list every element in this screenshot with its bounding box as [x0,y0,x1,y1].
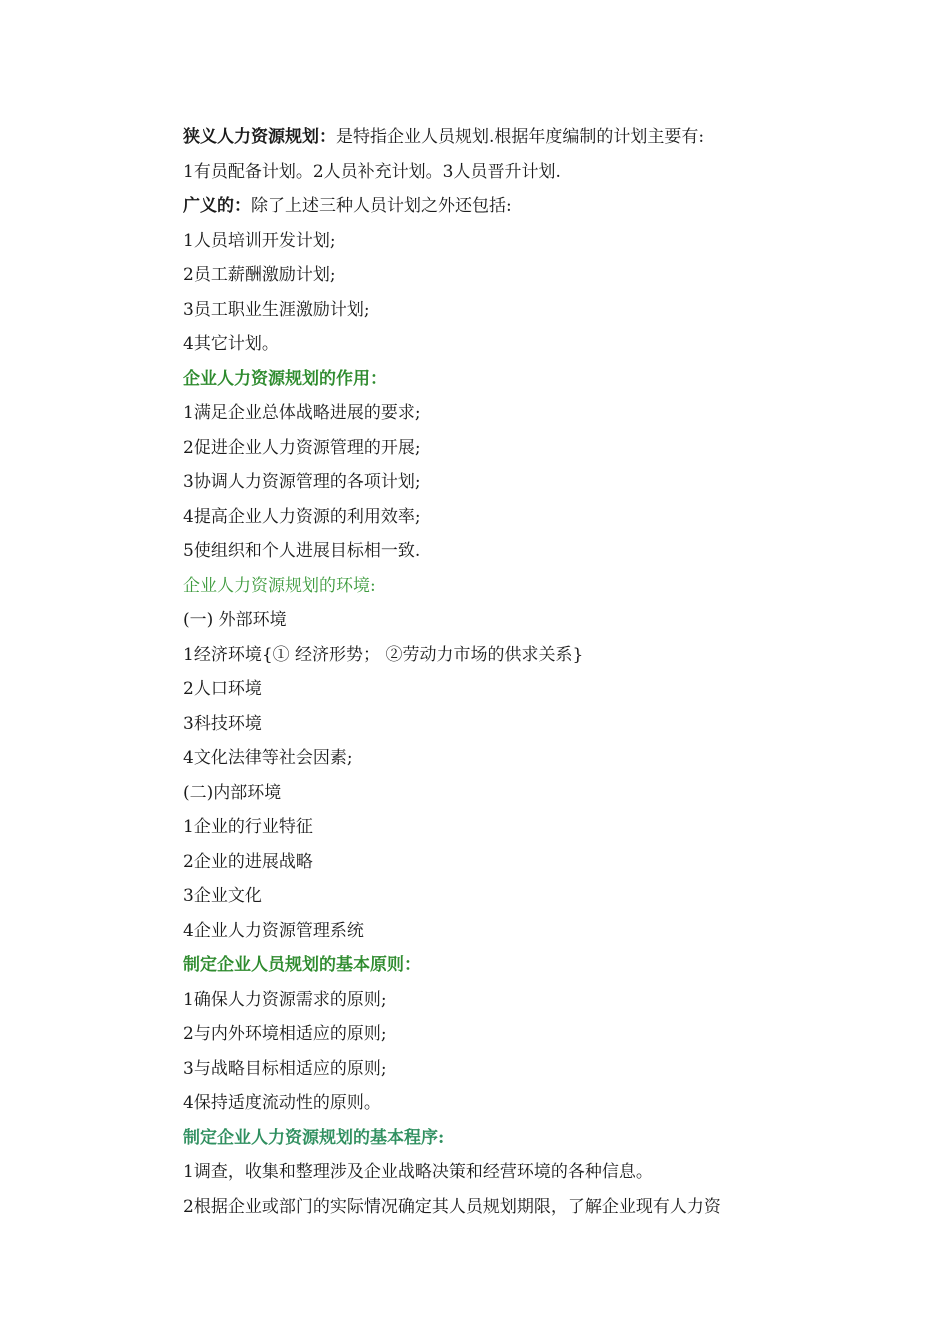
list-item: 2根据企业或部门的实际情况确定其人员规划期限，了解企业现有人力资 [183,1196,721,1217]
list-item: 5使组织和个人进展目标相一致. [183,541,421,561]
list-item: 1经济环境{① 经济形势； ②劳动力市场的供求关系} [183,644,584,665]
list-item: 4提高企业人力资源的利用效率; [183,506,421,527]
list-item: 2人口环境 [183,679,262,699]
section-heading-principles: 制定企业人员规划的基本原则： [183,955,421,975]
broad-definition-text: 除了上述三种人员计划之外还包括: [251,196,512,216]
list-item: 3协调人力资源管理的各项计划; [183,472,421,492]
section-heading-role: 企业人力资源规划的作用： [183,368,387,389]
subsection-heading-internal: (二)内部环境 [183,782,282,803]
list-item: 1人员培训开发计划; [183,230,336,251]
list-item: 4文化法律等社会因素; [183,748,353,768]
list-item: 4其它计划。 [183,334,279,354]
list-item: 1调查，收集和整理涉及企业战略决策和经营环境的各种信息。 [183,1162,653,1182]
list-item: 3企业文化 [183,886,262,906]
broad-definition-line [183,189,823,224]
section-heading-procedure: 制定企业人力资源规划的基本程序: [183,1127,445,1148]
list-item: 3与战略目标相适应的原则; [183,1058,387,1079]
list-item: 1满足企业总体战略进展的要求; [183,403,421,423]
list-item: 2企业的进展战略 [183,851,313,872]
list-item: 2员工薪酬激励计划; [183,265,336,285]
broad-definition-term: 广义的： [183,196,251,216]
narrow-plans-line: 1有员配备计划。2人员补充计划。3人员晋升计划. [183,161,561,182]
list-item: 2与内外环境相适应的原则; [183,1024,387,1044]
document-body [183,120,823,1224]
list-item: 2促进企业人力资源管理的开展; [183,437,421,458]
list-item: 1确保人力资源需求的原则; [183,989,387,1010]
list-item: 4企业人力资源管理系统 [183,920,364,941]
section-heading-environment: 企业人力资源规划的环境: [183,575,376,596]
narrow-definition-line [183,120,823,155]
narrow-definition-text: 是特指企业人员规划.根据年度编制的计划主要有: [336,127,705,147]
list-item: 3员工职业生涯激励计划; [183,299,370,320]
subsection-heading-external: (一) 外部环境 [183,610,287,630]
list-item: 1企业的行业特征 [183,817,313,837]
narrow-definition-term: 狭义人力资源规划： [183,127,336,147]
list-item: 3科技环境 [183,713,262,734]
list-item: 4保持适度流动性的原则。 [183,1093,381,1113]
